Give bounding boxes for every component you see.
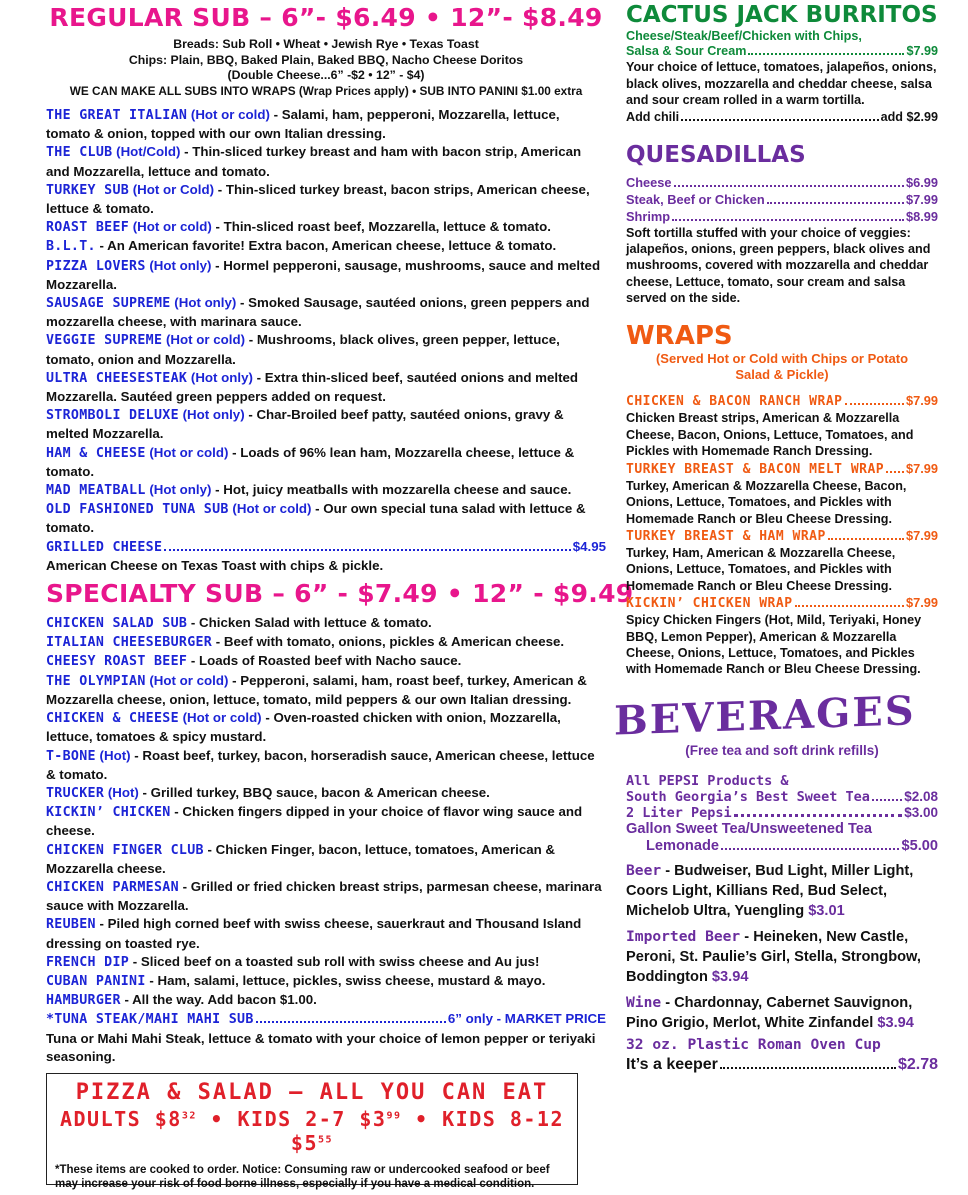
regular-sub-item-desc: - Hot, juicy meatballs with mozzarella cheese and sauce. <box>211 482 572 498</box>
adults-price: ADULTS $8 <box>59 1107 182 1131</box>
regular-sub-item-name: ROAST BEEF <box>46 220 130 236</box>
specialty-sub-item-desc: - Pepperoni, salami, ham, roast beef, turkey, American & Mozzarella cheese, onion, lettuce, tomato, mild peppers & our own Italian dressing. <box>46 672 587 707</box>
regular-sub-item-desc: - Thin-sliced roast beef, Mozzarella, lettuce & tomato. <box>211 219 551 235</box>
quesadilla-list <box>626 174 938 225</box>
regular-sub-item-desc: - Our own special tuna salad with lettuce & tomato. <box>46 501 586 536</box>
dot-leader <box>795 605 904 607</box>
kids-2-7-price: • KIDS 2-7 $3 <box>196 1107 387 1131</box>
burritos-line2: Salsa & Sour Cream <box>626 44 747 59</box>
left-column <box>46 0 634 1066</box>
cup-price: $2.78 <box>897 1056 938 1074</box>
wrap-row <box>626 527 938 545</box>
quesadilla-name: Steak, Beef or Chicken <box>626 191 765 207</box>
double-cheese-line: (Double Cheese...6” -$2 • 12” - $4) <box>227 68 425 82</box>
gallon-line2: Lemonade <box>646 838 719 855</box>
quesadillas-heading: QUESADILLAS <box>626 141 806 168</box>
specialty-sub-item-desc: - Sliced beef on a toasted sub roll with swiss cheese and Au jus! <box>129 953 540 969</box>
specialty-sub-item-name: ITALIAN CHEESEBURGER <box>46 635 213 651</box>
specialty-sub-item-desc: - Chicken Finger, bacon, lettuce, tomatoes, American & Mozzarella cheese. <box>46 841 556 876</box>
liter-price: $3.00 <box>904 805 938 821</box>
add-chili-price: add $2.99 <box>880 109 938 124</box>
specialty-sub-item-name: CHICKEN SALAD SUB <box>46 616 188 632</box>
cup-desc: It’s a keeper <box>626 1056 718 1074</box>
specialty-sub-heading: SPECIALTY SUB – 6” - $7.49 • 12” - $9.49 <box>46 579 634 609</box>
gallon-line1: Gallon Sweet Tea/Unsweetened Tea <box>626 821 873 838</box>
regular-sub-item-tag: (Hot or cold) <box>145 444 229 460</box>
beer-desc: - Budweiser, Bud Light, Miller Light, Coors Light, Killians Red, Bud Select, Michelob Ultra, Yuengling <box>626 863 914 920</box>
regular-sub-intro <box>46 37 606 99</box>
dot-leader <box>767 202 904 204</box>
wrap-row <box>626 392 938 410</box>
wrap-row <box>626 460 938 478</box>
dot-leader <box>256 1021 446 1023</box>
grilled-cheese-name: GRILLED CHEESE <box>46 539 163 555</box>
regular-sub-item <box>46 406 606 443</box>
beer-label: Beer <box>626 862 662 880</box>
all-you-can-eat-box <box>46 1073 578 1190</box>
quesadilla-row <box>626 208 938 225</box>
quesadilla-name: Cheese <box>626 174 672 190</box>
dot-leader <box>672 219 904 221</box>
regular-sub-item-name: SAUSAGE SUPREME <box>46 296 171 312</box>
all-you-can-eat-title: PIZZA & SALAD – ALL YOU CAN EAT <box>75 1080 549 1105</box>
regular-sub-item-tag: (Hot/Cold) <box>112 144 181 160</box>
regular-sub-item-name: VEGGIE SUPREME <box>46 333 163 349</box>
specialty-sub-item <box>46 747 606 784</box>
pepsi-line1: All PEPSI Products & <box>626 773 789 790</box>
specialty-sub-item-name: TRUCKER <box>46 785 105 801</box>
adults-cents: 32 <box>181 1110 197 1122</box>
regular-sub-item-desc: - Loads of 96% lean ham, Mozzarella cheese, lettuce & tomato. <box>46 444 575 479</box>
specialty-sub-item <box>46 784 606 803</box>
tuna-steak-price: 6” only - MARKET PRICE <box>447 1011 606 1027</box>
kids-2-7-cents: 99 <box>386 1110 402 1122</box>
specialty-sub-item-name: CHICKEN FINGER CLUB <box>46 842 204 858</box>
wine-label: Wine <box>626 994 662 1012</box>
regular-sub-item-desc: - Thin-sliced turkey breast and ham with bacon strip, American and Mozzarella, lettuce and tomato. <box>46 144 582 179</box>
wraps-subheading: (Served Hot or Cold with Chips or Potato Salad & Pickle) <box>655 350 909 383</box>
grilled-cheese-price: $4.95 <box>572 538 606 554</box>
specialty-sub-item-name: THE OLYMPIAN <box>46 673 146 689</box>
regular-sub-item-tag: (Hot or Cold) <box>129 181 214 197</box>
specialty-sub-item-name: CHEESY ROAST BEEF <box>46 654 188 670</box>
specialty-sub-item <box>46 614 606 633</box>
food-safety-notice: *These items are cooked to order. Notice: Consuming raw or undercooked seafood or beef may increase your risk of food borne illness, especially if you have a medical condition. <box>55 1164 550 1190</box>
regular-sub-item-tag: (Hot or cold) <box>187 107 270 122</box>
regular-sub-item <box>46 331 606 368</box>
specialty-sub-item-tag: (Hot or cold) <box>178 710 262 726</box>
regular-sub-item-tag: (Hot only) <box>178 407 245 423</box>
wine-block <box>626 993 938 1033</box>
specialty-sub-item <box>46 878 606 915</box>
regular-sub-item-name: THE GREAT ITALIAN <box>46 108 188 123</box>
specialty-sub-item-name: CUBAN PANINI <box>46 973 146 989</box>
specialty-sub-item <box>46 633 606 652</box>
wrap-name: TURKEY BREAST & BACON MELT WRAP <box>626 461 885 477</box>
regular-sub-item-tag: (Hot only) <box>170 295 237 311</box>
regular-sub-item-desc: - Mushrooms, black olives, green pepper, lettuce, tomato, onion and Mozzarella. <box>46 332 560 367</box>
regular-sub-item <box>46 218 606 237</box>
burritos-desc: Your choice of lettuce, tomatoes, jalapeños, onions, black olives, mozzarella and cheddar cheese, salsa and sour cream rolled in a warm tortilla. <box>626 60 937 108</box>
specialty-sub-item-name: T-BONE <box>46 748 96 764</box>
wrap-desc: Spicy Chicken Fingers (Hot, Mild, Teriyaki, Honey BBQ, Lemon Pepper), American & Mozzarella Cheese, Onions, Lettuce, Tomatoes, and Pickles with Homemade Ranch or Bleu Cheese Dressing. <box>626 613 922 677</box>
regular-sub-item-tag: (Hot or cold) <box>162 332 246 348</box>
specialty-sub-item <box>46 915 606 952</box>
regular-sub-item-name: B.L.T. <box>46 239 96 255</box>
pepsi-price: $2.08 <box>904 789 938 805</box>
specialty-sub-item-desc: - Ham, salami, lettuce, pickles, swiss cheese, mustard & mayo. <box>145 972 546 988</box>
specialty-sub-item-desc: - Grilled or fried chicken breast strips, parmesan cheese, marinara sauce with Mozzarella. <box>46 878 602 914</box>
specialty-sub-item-name: REUBEN <box>46 917 96 933</box>
right-column <box>614 0 938 1075</box>
gallon-price: $5.00 <box>901 838 938 855</box>
specialty-sub-item-desc: - Grilled turkey, BBQ sauce, bacon & American cheese. <box>138 784 490 800</box>
dot-leader <box>681 119 878 121</box>
add-chili-row <box>626 109 938 126</box>
burritos-heading: CACTUS JACK BURRITOS <box>626 2 938 28</box>
grilled-cheese-desc: American Cheese on Texas Toast with chips & pickle. <box>46 557 384 573</box>
wrap-price: $7.99 <box>905 460 938 476</box>
specialty-sub-item-desc: - Piled high corned beef with swiss cheese, sauerkraut and Thousand Island dressing on toasted rye. <box>46 916 582 951</box>
regular-sub-item-tag: (Hot or cold) <box>228 501 312 517</box>
grilled-cheese-row <box>46 538 606 557</box>
specialty-sub-item <box>46 652 606 671</box>
regular-sub-list <box>46 106 606 538</box>
specialty-sub-item-desc: - Chicken fingers dipped in your choice of flavor wing sauce and cheese. <box>46 804 583 839</box>
tuna-steak-name: *TUNA STEAK/MAHI MAHI SUB <box>46 1012 254 1028</box>
regular-sub-item-desc: - Hormel pepperoni, sausage, mushrooms, sauce and melted Mozzarella. <box>46 257 601 292</box>
wine-desc: - Chardonnay, Cabernet Sauvignon, Pino Grigio, Merlot, White Zinfandel <box>626 995 913 1032</box>
wrap-desc: Chicken Breast strips, American & Mozzarella Cheese, Bacon, Onions, Lettuce, Tomatoes, and Pickles with Homemade Ranch Dressing. <box>626 411 914 459</box>
tuna-steak-row <box>46 1010 606 1029</box>
specialty-sub-item-desc: - Roast beef, turkey, bacon, horseradish sauce, American cheese, lettuce & tomato. <box>46 747 595 782</box>
specialty-sub-list <box>46 614 606 1010</box>
wrap-name: KICKIN’ CHICKEN WRAP <box>626 596 793 612</box>
quesadilla-price: $6.99 <box>905 174 938 190</box>
cup-row <box>626 1055 938 1075</box>
regular-sub-item-desc: - Smoked Sausage, sautéed onions, green peppers and mozzarella cheese, with marinara sauce. <box>46 295 590 330</box>
burritos-price: $7.99 <box>906 44 938 59</box>
specialty-sub-item <box>46 953 606 972</box>
beverage-list <box>626 773 938 1075</box>
regular-sub-item-desc: - Thin-sliced turkey breast, bacon strips, American cheese, lettuce & tomato. <box>46 181 590 217</box>
imported-beer-desc: - Heineken, New Castle, Peroni, St. Paulie’s Girl, Stella, Strongbow, Boddington <box>626 929 921 986</box>
beer-block <box>626 861 938 921</box>
regular-sub-item <box>46 181 606 218</box>
regular-sub-item-tag: (Hot only) <box>145 482 212 498</box>
all-you-can-eat-prices <box>47 1107 577 1155</box>
regular-sub-item-name: ULTRA CHEESESTEAK <box>46 370 188 386</box>
dot-leader <box>721 848 899 850</box>
imported-beer-block <box>626 927 938 987</box>
chips-line: Chips: Plain, BBQ, Baked Plain, Baked BBQ, Nacho Cheese Doritos <box>128 52 524 67</box>
burritos-price-row <box>626 44 938 59</box>
regular-sub-item <box>46 369 606 406</box>
wrap-price: $7.99 <box>905 527 938 543</box>
regular-sub-item-tag: (Hot only) <box>187 369 253 385</box>
wrap-row <box>626 594 938 612</box>
regular-sub-item-name: THE CLUB <box>46 145 113 161</box>
specialty-sub-item-desc: - All the way. Add bacon $1.00. <box>120 992 317 1008</box>
regular-sub-item-desc: - An American favorite! Extra bacon, American cheese, lettuce & tomato. <box>95 238 557 254</box>
regular-sub-item-name: HAM & CHEESE <box>46 445 146 461</box>
regular-sub-item-desc: - Char-Broiled beef patty, sautéed onions, gravy & melted Mozzarella. <box>46 407 564 442</box>
breads-line: Breads: Sub Roll • Wheat • Jewish Rye • Texas Toast <box>173 37 479 51</box>
tuna-steak-desc: Tuna or Mahi Mahi Steak, lettuce & tomato with your choice of lemon pepper or teriyaki seasoning. <box>46 1030 596 1064</box>
regular-sub-item-name: STROMBOLI DELUXE <box>46 408 179 424</box>
regular-sub-item-tag: (Hot or cold) <box>129 219 212 235</box>
specialty-sub-item-desc: - Beef with tomato, onions, pickles & American cheese. <box>212 634 565 650</box>
regular-sub-item <box>46 444 606 481</box>
quesadilla-row <box>626 191 938 208</box>
wrap-list <box>626 392 938 677</box>
wrap-name: CHICKEN & BACON RANCH WRAP <box>626 394 843 410</box>
dot-leader <box>164 549 570 551</box>
specialty-sub-item <box>46 672 606 709</box>
dot-leader <box>720 1067 896 1069</box>
specialty-sub-item-desc: - Oven-roasted chicken with onion, Mozzarella, lettuce, tomatoes & spicy mustard. <box>46 710 561 745</box>
regular-sub-item <box>46 294 606 331</box>
regular-sub-item <box>46 481 606 500</box>
imported-beer-price: $3.94 <box>711 969 749 986</box>
quesadillas-desc: Soft tortilla stuffed with your choice of veggies: jalapeños, onions, green peppers, black olives and mushrooms, covered with mozzarella and cheddar cheese, Lettuce, tomato, sour cream and salsa served on the side. <box>626 225 931 306</box>
beverages-subheading: (Free tea and soft drink refills) <box>685 742 879 758</box>
regular-sub-item <box>46 500 606 537</box>
specialty-sub-item-name: CHICKEN PARMESAN <box>46 879 179 895</box>
regular-sub-item-tag: (Hot only) <box>145 257 212 273</box>
dot-leader <box>845 403 904 405</box>
regular-sub-item <box>46 237 606 256</box>
regular-sub-heading: REGULAR SUB – 6”- $6.49 • 12”- $8.49 <box>49 3 603 32</box>
add-chili-label: Add chili <box>626 109 680 124</box>
regular-sub-item <box>46 143 606 180</box>
dot-leader <box>886 471 904 473</box>
burritos-line1: Cheese/Steak/Beef/Chicken with Chips, <box>626 29 862 43</box>
cup-label: 32 oz. Plastic Roman Oven Cup <box>626 1036 881 1054</box>
quesadilla-price: $8.99 <box>905 208 938 224</box>
specialty-sub-item <box>46 841 606 878</box>
wraps-note: WE CAN MAKE ALL SUBS INTO WRAPS (Wrap Prices apply) • SUB INTO PANINI $1.00 extra <box>69 83 583 98</box>
quesadilla-row <box>626 174 938 191</box>
pepsi-row <box>626 789 938 805</box>
dot-leader <box>674 185 904 187</box>
specialty-sub-item-tag: (Hot) <box>95 747 131 763</box>
regular-sub-item <box>46 257 606 294</box>
wrap-name: TURKEY BREAST & HAM WRAP <box>626 528 826 544</box>
wrap-desc: Turkey, Ham, American & Mozzarella Cheese, Onions, Lettuce, Tomatoes, and Pickles with Homemade Ranch or Bleu Cheese Dressing. <box>626 545 896 593</box>
specialty-sub-item-name: FRENCH DIP <box>46 954 130 970</box>
specialty-sub-item <box>46 991 606 1010</box>
regular-sub-item-name: TURKEY SUB <box>46 182 130 198</box>
dot-leader <box>734 814 903 817</box>
dot-leader <box>828 538 904 540</box>
beverages-heading: BEVERAGES <box>614 686 916 745</box>
beer-price: $3.01 <box>808 903 845 920</box>
liter-row <box>626 805 938 821</box>
regular-sub-item <box>46 106 606 143</box>
specialty-sub-item-desc: - Loads of Roasted beef with Nacho sauce. <box>187 653 462 669</box>
regular-sub-item-name: OLD FASHIONED TUNA SUB <box>46 502 229 518</box>
regular-sub-item-name: MAD MEATBALL <box>46 483 146 499</box>
dot-leader <box>748 53 904 55</box>
wrap-price: $7.99 <box>905 393 938 409</box>
wrap-price: $7.99 <box>905 595 938 611</box>
specialty-sub-item <box>46 803 606 840</box>
specialty-sub-item-name: CHICKEN & CHEESE <box>46 711 179 727</box>
specialty-sub-item <box>46 972 606 991</box>
kids-8-12-price: • KIDS 8-12 $5 <box>290 1107 565 1155</box>
kids-8-12-cents: 55 <box>318 1134 334 1146</box>
specialty-sub-item-name: KICKIN’ CHICKEN <box>46 805 171 821</box>
wrap-desc: Turkey, American & Mozzarella Cheese, Bacon, Onions, Lettuce, Tomatoes, and Pickles with Homemade Ranch or Bleu Cheese Dressing. <box>626 478 907 526</box>
specialty-sub-item-desc: - Chicken Salad with lettuce & tomato. <box>187 615 432 631</box>
specialty-sub-item-name: HAMBURGER <box>46 993 121 1009</box>
specialty-sub-item <box>46 709 606 746</box>
regular-sub-item-desc: - Extra thin-sliced beef, sautéed onions and melted Mozzarella. Sautéed green peppers added on request. <box>46 369 579 405</box>
gallon-row <box>626 838 938 855</box>
specialty-sub-item-tag: (Hot) <box>104 784 139 800</box>
specialty-sub-item-tag: (Hot or cold) <box>145 672 229 688</box>
quesadilla-name: Shrimp <box>626 208 671 224</box>
dot-leader <box>872 799 902 801</box>
regular-sub-item-name: PIZZA LOVERS <box>46 258 146 274</box>
quesadilla-price: $7.99 <box>905 191 938 207</box>
regular-sub-item-desc: - Salami, ham, pepperoni, Mozzarella, lettuce, tomato & onion, topped with our own Italian dressing. <box>46 107 560 142</box>
wraps-heading: WRAPS <box>626 320 733 351</box>
liter-label: 2 Liter Pepsi <box>626 805 732 822</box>
pepsi-line2: South Georgia’s Best Sweet Tea <box>626 789 870 806</box>
imported-beer-label: Imported Beer <box>626 928 741 946</box>
wine-price: $3.94 <box>877 1015 914 1032</box>
